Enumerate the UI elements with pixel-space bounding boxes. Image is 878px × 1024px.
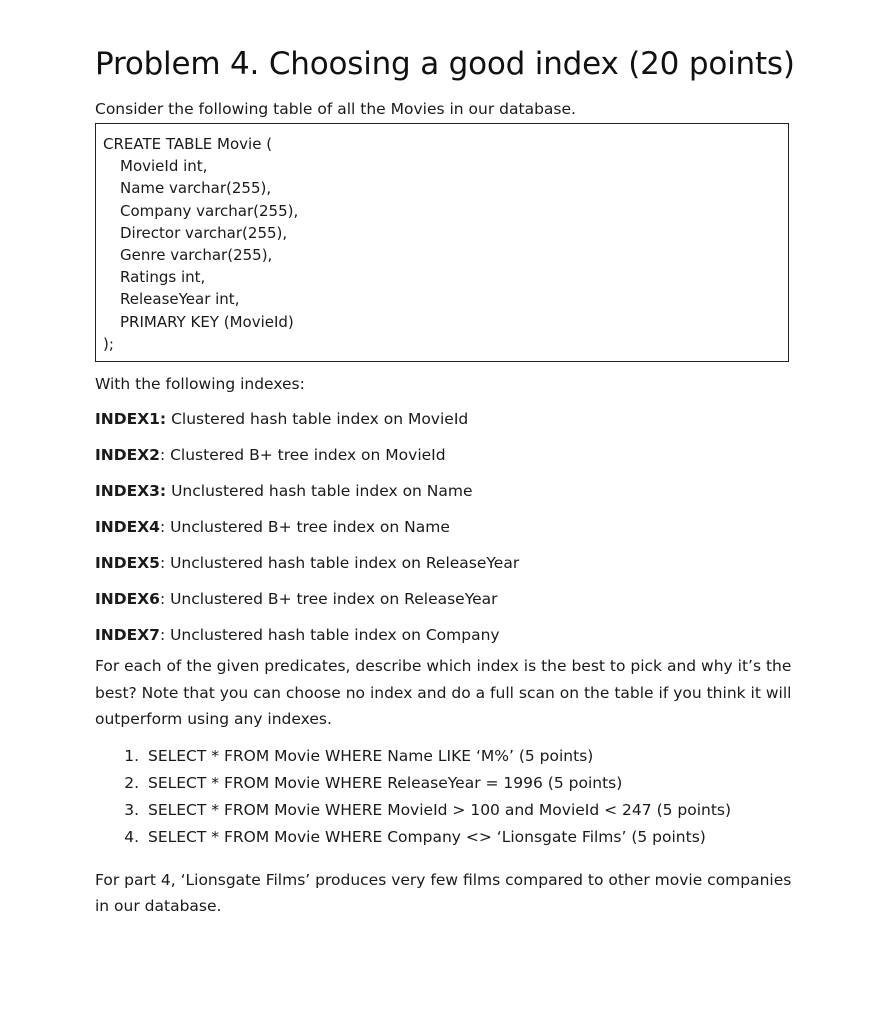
index-label: INDEX2 [95, 446, 160, 464]
index-label: INDEX1: [95, 410, 167, 428]
index-item [95, 407, 795, 443]
code-line: ); [103, 334, 114, 353]
document-page [95, 44, 795, 920]
code-line: MovieId int, [120, 157, 208, 176]
index-item [95, 443, 795, 479]
index-description: Unclustered hash table index on Name [166, 482, 473, 500]
question-text: For each of the given predicates, describe which index is the best to pick and why it’s the best? Note that you can choose no index and do a full scan on the table if you think it will outperform using any indexes. [95, 657, 792, 728]
index-description: : Unclustered B+ tree index on Name [159, 518, 450, 536]
problem-title: Problem 4. Choosing a good index (20 points) [95, 46, 795, 82]
index-label: INDEX5 [95, 554, 160, 572]
sql-code-box [95, 123, 789, 362]
query-item [95, 770, 795, 797]
index-label: INDEX6 [95, 590, 160, 608]
index-item [95, 551, 795, 587]
index-label: INDEX3: [95, 482, 167, 500]
code-line: Ratings int, [120, 268, 206, 287]
query-text: SELECT * FROM Movie WHERE Company <> ‘Lionsgate Films’ (5 points) [148, 827, 706, 846]
code-line: CREATE TABLE Movie ( [103, 135, 273, 153]
query-text: SELECT * FROM Movie WHERE Name LIKE ‘M%’ (5 points) [148, 746, 594, 765]
query-list [95, 743, 795, 851]
code-line: ReleaseYear int, [120, 290, 240, 309]
note-text: For part 4, ‘Lionsgate Films’ produces very few films compared to other movie companies in our database. [95, 870, 792, 915]
query-number: 3. [124, 800, 139, 819]
query-number: 1. [124, 746, 139, 765]
index-list [95, 407, 795, 659]
indexes-intro: With the following indexes: [95, 375, 305, 393]
code-line: Director varchar(255), [120, 223, 288, 242]
code-line: Company varchar(255), [120, 201, 299, 220]
index-item [95, 515, 795, 551]
query-text: SELECT * FROM Movie WHERE MovieId > 100 and MovieId < 247 (5 points) [148, 800, 732, 819]
index-description: : Unclustered hash table index on Company [159, 626, 500, 644]
index-item [95, 587, 795, 623]
code-line: Genre varchar(255), [120, 246, 273, 265]
query-text: SELECT * FROM Movie WHERE ReleaseYear = 1996 (5 points) [148, 773, 623, 792]
index-description: : Unclustered hash table index on ReleaseYear [159, 554, 520, 572]
index-item [95, 479, 795, 515]
index-description: : Unclustered B+ tree index on ReleaseYear [159, 590, 498, 608]
index-description: Clustered hash table index on MovieId [166, 410, 469, 428]
query-number: 4. [124, 827, 139, 846]
intro-text: Consider the following table of all the Movies in our database. [95, 100, 576, 118]
code-line: Name varchar(255), [120, 179, 272, 198]
index-label: INDEX4 [95, 518, 160, 536]
code-line: PRIMARY KEY (MovieId) [120, 312, 294, 331]
query-item [95, 824, 795, 851]
index-label: INDEX7 [95, 626, 160, 644]
query-number: 2. [124, 773, 139, 792]
index-description: : Clustered B+ tree index on MovieId [159, 446, 446, 464]
query-item [95, 797, 795, 824]
query-item [95, 743, 795, 770]
